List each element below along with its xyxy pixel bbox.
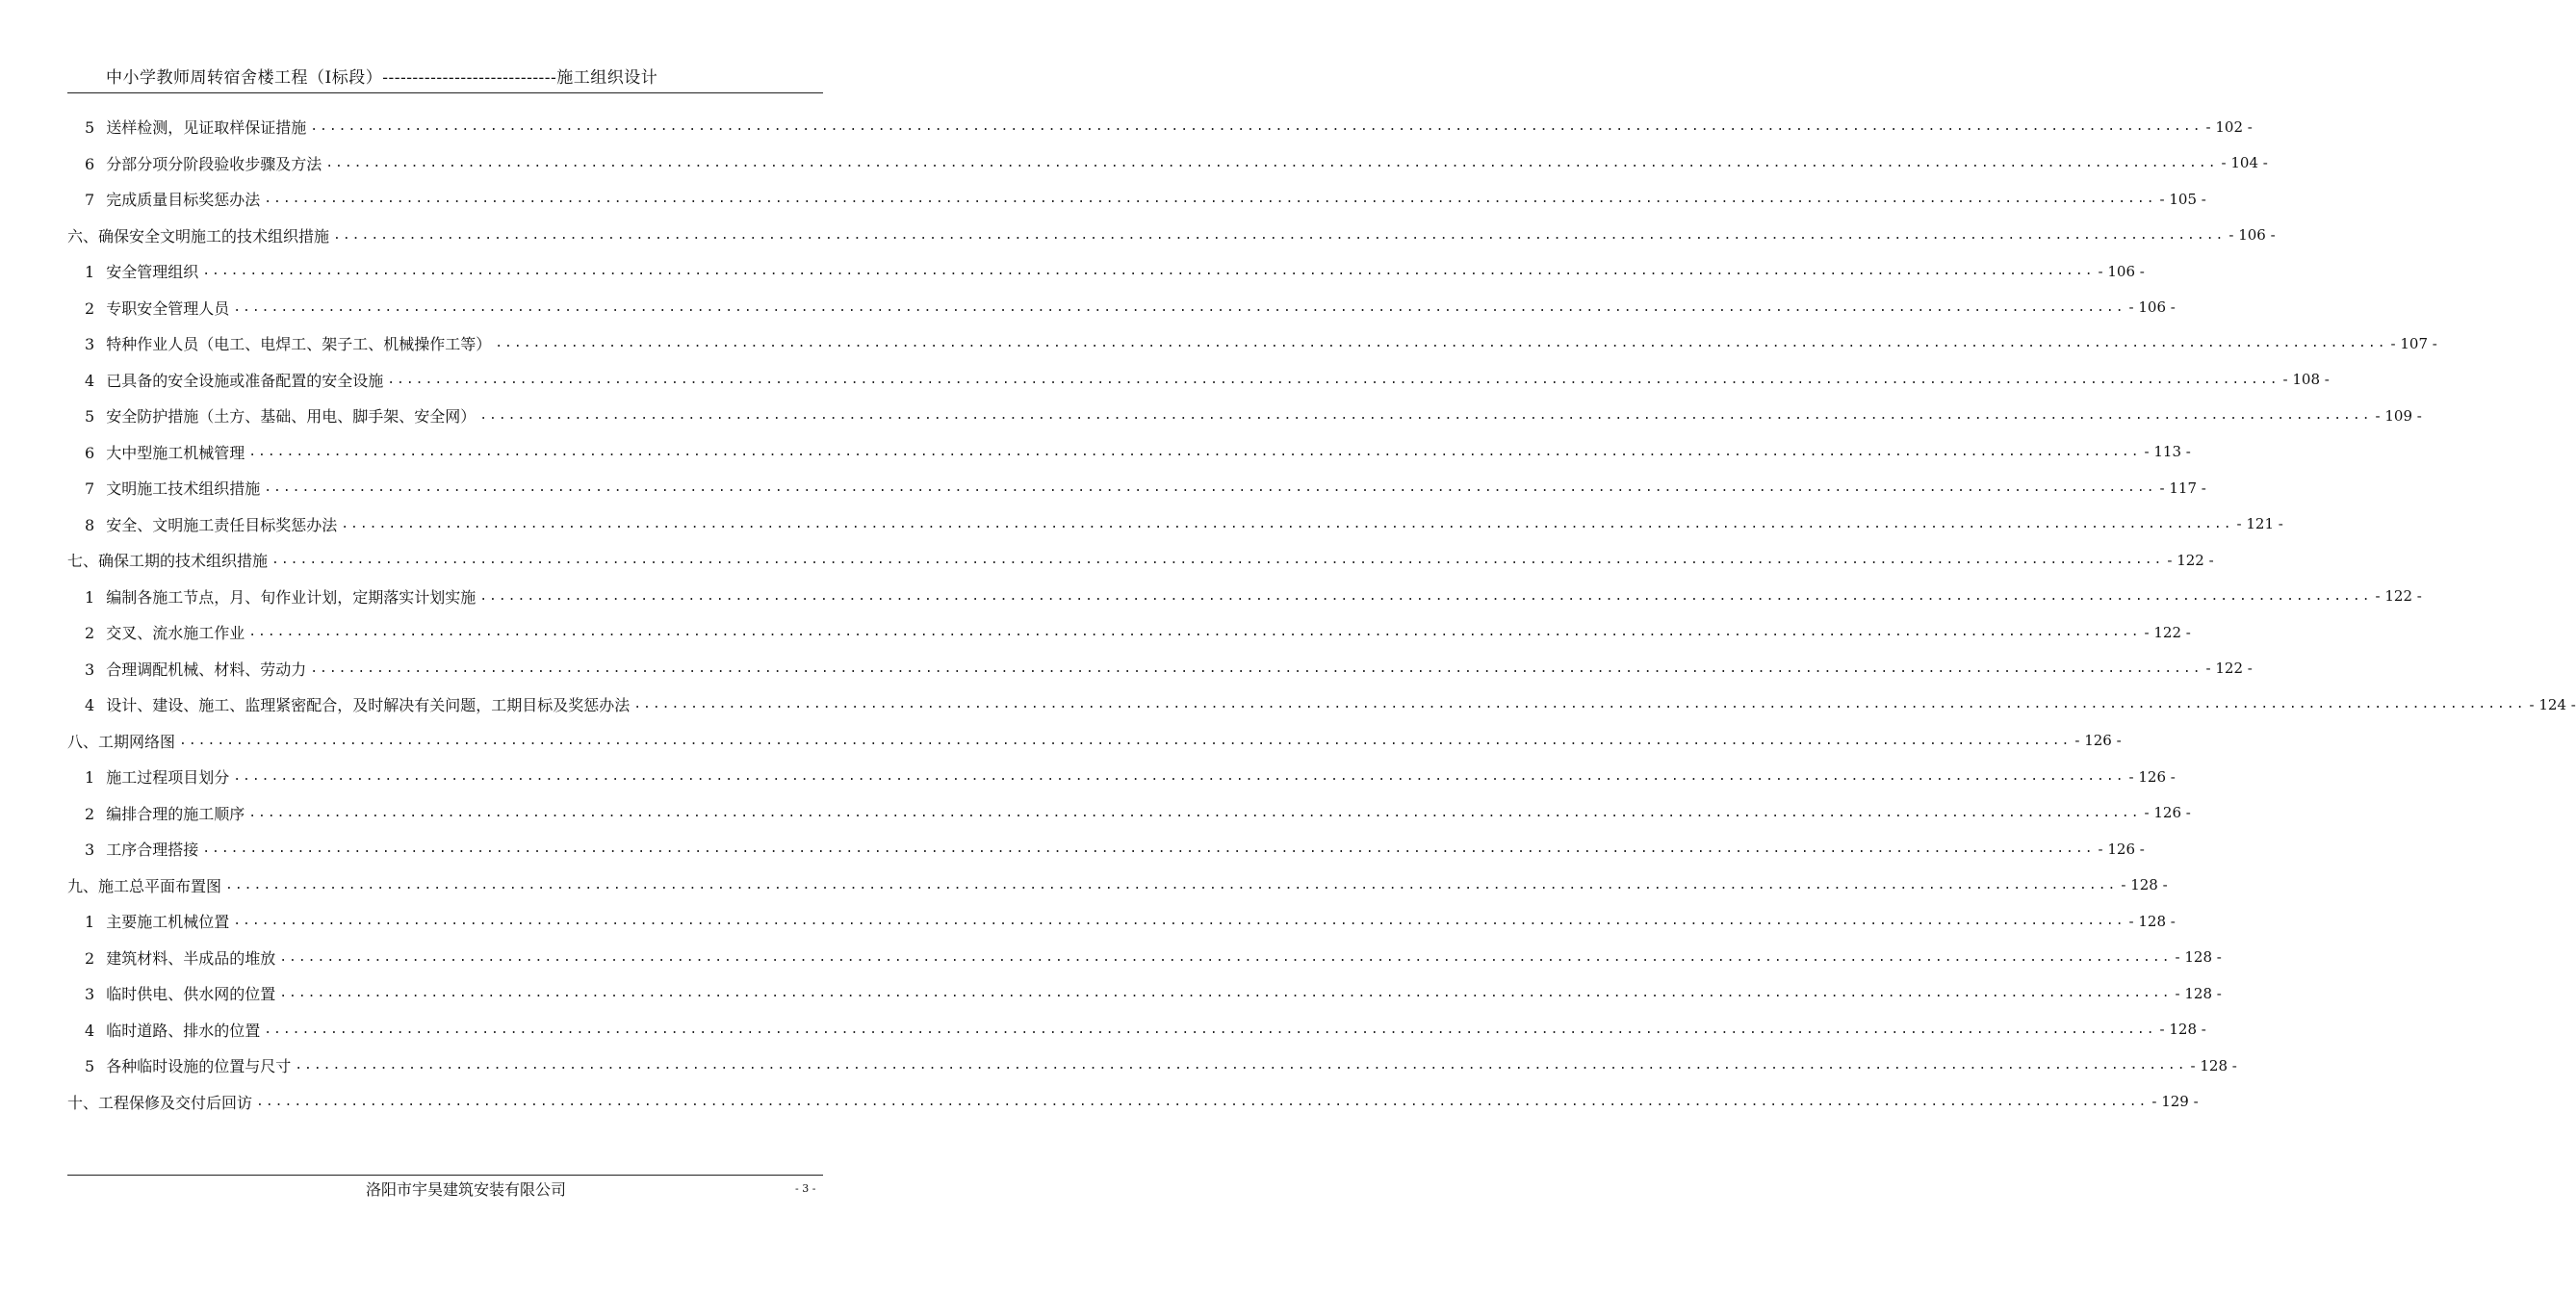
toc-dot-leader: ........................................................................................................................................................................................................ (495, 336, 2387, 351)
toc-entry-text: 编排合理的施工顺序 (106, 804, 245, 823)
toc-entry-text: 安全防护措施（土方、基础、用电、脚手架、安全网） (106, 407, 477, 427)
toc-entry-page: - 128 - (2190, 1056, 2237, 1074)
footer-company: 洛阳市宇昊建筑安装有限公司 (366, 1180, 567, 1199)
toc-entry-text: 送样检测，见证取样保证措施 (106, 118, 307, 138)
toc-dot-leader: ........................................................................................................................................................................................................ (310, 660, 2202, 676)
toc-entry-number: 6 (85, 443, 95, 462)
toc-entry-number: 2 (85, 298, 95, 318)
toc-entry-label (67, 116, 306, 138)
toc-dot-leader: ........................................................................................................................................................................................................ (310, 119, 2202, 135)
toc-entry-page: - 122 - (2167, 551, 2214, 569)
toc-entry-number: 4 (85, 371, 95, 390)
toc-entry[interactable] (67, 1084, 2199, 1121)
toc-entry[interactable] (67, 723, 2122, 760)
toc-dot-leader: ........................................................................................................................................................................................................ (479, 408, 2372, 424)
toc-entry-number: 5 (85, 407, 95, 427)
toc-dot-leader: ........................................................................................................................................................................................................ (325, 155, 2218, 170)
page-header (67, 62, 823, 93)
toc-entry[interactable] (67, 975, 2222, 1012)
toc-entry-page: - 128 - (2121, 876, 2168, 894)
toc-entry[interactable] (67, 1012, 2206, 1048)
toc-entry[interactable] (67, 290, 2176, 326)
toc-entry-text: 主要施工机械位置 (106, 913, 230, 932)
toc-entry-label (67, 188, 260, 210)
toc-entry-text: 安全管理组织 (106, 263, 199, 282)
toc-entry-page: - 122 - (2205, 660, 2253, 678)
toc-dot-leader: ........................................................................................................................................................................................................ (248, 805, 2141, 820)
toc-entry-label (67, 224, 329, 246)
toc-entry-page: - 106 - (2228, 226, 2276, 245)
toc-entry-text: 完成质量目标奖惩办法 (106, 191, 261, 210)
toc-dot-leader: ........................................................................................................................................................................................................ (264, 1022, 2156, 1037)
toc-entry-page: - 104 - (2221, 154, 2268, 172)
toc-entry-text: 专职安全管理人员 (106, 298, 230, 318)
toc-entry-label (67, 730, 175, 752)
toc-entry-label (67, 910, 229, 932)
toc-entry-number: 3 (85, 985, 95, 1004)
toc-dot-leader: ........................................................................................................................................................................................................ (333, 227, 2226, 243)
toc-entry-number: 2 (85, 624, 95, 643)
toc-entry[interactable] (67, 218, 2276, 254)
toc-entry-page: - 106 - (2128, 298, 2176, 317)
toc-entry-page: - 106 - (2098, 262, 2145, 280)
toc-dot-leader: ........................................................................................................................................................................................................ (264, 192, 2156, 207)
toc-entry-page: - 122 - (2144, 623, 2191, 641)
toc-entry-page: - 126 - (2074, 732, 2122, 750)
toc-entry[interactable] (67, 253, 2145, 290)
toc-dot-leader: ........................................................................................................................................................................................................ (248, 444, 2141, 459)
toc-entry[interactable] (67, 1048, 2237, 1084)
toc-entry-label (67, 549, 268, 571)
toc-entry-page: - 128 - (2175, 948, 2222, 967)
toc-dot-leader: ........................................................................................................................................................................................................ (256, 1094, 2149, 1109)
toc-entry-text: 施工过程项目划分 (106, 768, 230, 788)
toc-entry[interactable] (67, 940, 2222, 976)
toc-entry-page: - 113 - (2144, 443, 2191, 461)
toc-entry-text: 八、工期网络图 (67, 732, 176, 751)
header-title: 中小学教师周转宿舍楼工程（Ⅰ标段）-----------------------------施工组织设计 (106, 68, 658, 88)
toc-entry-page: - 122 - (2375, 587, 2422, 606)
toc-entry[interactable] (67, 506, 2283, 543)
toc-entry-label (67, 404, 476, 427)
toc-entry-text: 安全、文明施工责任目标奖惩办法 (106, 515, 338, 534)
toc-entry-page: - 107 - (2390, 334, 2437, 352)
toc-entry[interactable] (67, 867, 2168, 904)
toc-entry-page: - 126 - (2098, 840, 2145, 858)
toc-entry-label (67, 838, 198, 860)
toc-entry-text: 十、工程保修及交付后回访 (67, 1093, 253, 1112)
toc-entry-text: 编制各施工节点，月、旬作业计划，定期落实计划实施 (106, 587, 477, 607)
toc-entry-number: 3 (85, 841, 95, 860)
toc-entry-label (67, 658, 306, 680)
toc-entry-text: 工序合理搭接 (106, 841, 199, 860)
toc-entry[interactable] (67, 145, 2268, 182)
toc-entry-label (67, 477, 260, 499)
toc-dot-leader: ........................................................................................................................................................................................................ (633, 697, 2526, 712)
toc-entry-text: 临时供电、供水网的位置 (106, 985, 276, 1004)
table-of-contents (67, 109, 2576, 1120)
toc-dot-leader: ........................................................................................................................................................................................................ (179, 733, 2072, 748)
toc-entry-label (67, 585, 476, 608)
toc-dot-leader: ........................................................................................................................................................................................................ (271, 553, 2164, 568)
toc-entry[interactable] (67, 903, 2176, 940)
toc-entry-label (67, 152, 322, 174)
toc-dot-leader: ........................................................................................................................................................................................................ (279, 949, 2172, 965)
toc-entry-text: 特种作业人员（电工、电焊工、架子工、机械操作工等） (106, 335, 492, 354)
toc-entry-label (67, 297, 229, 319)
toc-entry-label (67, 513, 337, 535)
toc-entry-text: 分部分项分阶段验收步骤及方法 (106, 154, 322, 173)
toc-entry-number: 3 (85, 660, 95, 679)
toc-entry-text: 合理调配机械、材料、劳动力 (106, 660, 307, 679)
toc-dot-leader: ........................................................................................................................................................................................................ (264, 480, 2156, 496)
toc-entry[interactable] (67, 109, 2253, 145)
toc-entry-page: - 117 - (2159, 479, 2206, 497)
toc-entry-page: - 109 - (2375, 406, 2422, 425)
toc-dot-leader: ........................................................................................................................................................................................................ (387, 372, 2280, 387)
toc-entry[interactable] (67, 579, 2422, 615)
toc-entry-label (67, 369, 383, 391)
toc-entry-label (67, 621, 245, 643)
toc-entry-label (67, 874, 221, 896)
toc-entry-page: - 128 - (2175, 984, 2222, 1002)
toc-entry-text: 设计、建设、施工、监理紧密配合，及时解决有关问题，工期目标及奖惩办法 (106, 696, 631, 715)
toc-entry-page: - 121 - (2236, 515, 2283, 533)
toc-entry-number: 8 (85, 515, 95, 534)
toc-entry-number: 7 (85, 191, 95, 210)
toc-entry-label (67, 441, 245, 463)
toc-entry-text: 七、确保工期的技术组织措施 (67, 552, 269, 571)
toc-dot-leader: ........................................................................................................................................................................................................ (279, 986, 2172, 1001)
toc-dot-leader: ........................................................................................................................................................................................................ (233, 914, 2125, 929)
footer-divider (67, 1175, 823, 1176)
toc-entry[interactable] (67, 398, 2422, 434)
toc-entry[interactable] (67, 470, 2206, 506)
toc-dot-leader: ........................................................................................................................................................................................................ (202, 841, 2095, 857)
toc-dot-leader: ........................................................................................................................................................................................................ (202, 264, 2095, 279)
toc-entry-number: 1 (85, 587, 95, 607)
toc-entry-text: 大中型施工机械管理 (106, 443, 245, 462)
toc-entry-number: 2 (85, 804, 95, 823)
toc-entry-number: 7 (85, 479, 95, 499)
toc-entry-number: 4 (85, 696, 95, 715)
toc-entry-number: 5 (85, 1057, 95, 1076)
toc-entry-page: - 124 - (2529, 695, 2576, 713)
toc-entry-number: 2 (85, 948, 95, 968)
toc-entry-page: - 126 - (2144, 804, 2191, 822)
toc-entry-number: 4 (85, 1021, 95, 1040)
toc-entry[interactable] (67, 325, 2437, 362)
toc-entry-label (67, 946, 275, 969)
toc-dot-leader: ........................................................................................................................................................................................................ (295, 1058, 2187, 1074)
toc-entry-label (67, 1019, 260, 1041)
toc-entry[interactable] (67, 686, 2576, 723)
footer-page-number: - 3 - (795, 1182, 816, 1195)
toc-entry[interactable] (67, 795, 2191, 832)
toc-entry[interactable] (67, 831, 2145, 867)
toc-dot-leader: ........................................................................................................................................................................................................ (479, 588, 2372, 604)
toc-entry-number: 1 (85, 263, 95, 282)
toc-entry[interactable] (67, 614, 2191, 651)
toc-entry-label (67, 982, 275, 1004)
toc-entry-label (67, 332, 491, 354)
toc-entry-text: 已具备的安全设施或准备配置的安全设施 (106, 371, 384, 390)
toc-entry[interactable] (67, 434, 2191, 471)
toc-entry-number: 1 (85, 768, 95, 788)
toc-entry-page: - 108 - (2282, 371, 2330, 389)
toc-entry-label (67, 765, 229, 788)
toc-entry-page: - 128 - (2159, 1021, 2206, 1039)
toc-entry-text: 文明施工技术组织措施 (106, 479, 261, 499)
toc-entry-number: 6 (85, 154, 95, 173)
toc-entry[interactable] (67, 651, 2253, 687)
toc-entry[interactable] (67, 542, 2214, 579)
toc-entry-text: 各种临时设施的位置与尺寸 (106, 1057, 292, 1076)
toc-entry[interactable] (67, 759, 2176, 795)
toc-dot-leader: ........................................................................................................................................................................................................ (233, 769, 2125, 785)
toc-entry[interactable] (67, 181, 2206, 218)
toc-entry-page: - 126 - (2128, 767, 2176, 786)
toc-entry-text: 建筑材料、半成品的堆放 (106, 948, 276, 968)
toc-entry-label (67, 260, 198, 282)
toc-dot-leader: ........................................................................................................................................................................................................ (341, 516, 2233, 531)
toc-entry-text: 交叉、流水施工作业 (106, 624, 245, 643)
toc-entry-label (67, 1091, 252, 1113)
toc-dot-leader: ........................................................................................................................................................................................................ (225, 877, 2118, 893)
toc-entry-page: - 102 - (2205, 117, 2253, 136)
toc-entry-page: - 129 - (2151, 1093, 2199, 1111)
toc-dot-leader: ........................................................................................................................................................................................................ (248, 625, 2141, 640)
toc-entry-page: - 105 - (2159, 190, 2206, 208)
toc-entry-text: 临时道路、排水的位置 (106, 1021, 261, 1040)
toc-entry-label (67, 802, 245, 824)
toc-entry-text: 六、确保安全文明施工的技术组织措施 (67, 226, 330, 246)
toc-entry-number: 1 (85, 913, 95, 932)
toc-dot-leader: ........................................................................................................................................................................................................ (233, 299, 2125, 315)
toc-entry-number: 3 (85, 335, 95, 354)
toc-entry-label (67, 693, 630, 715)
toc-entry-label (67, 1054, 291, 1076)
toc-entry-text: 九、施工总平面布置图 (67, 876, 222, 895)
toc-entry-number: 5 (85, 118, 95, 138)
toc-entry-page: - 128 - (2128, 912, 2176, 930)
toc-entry[interactable] (67, 362, 2330, 399)
